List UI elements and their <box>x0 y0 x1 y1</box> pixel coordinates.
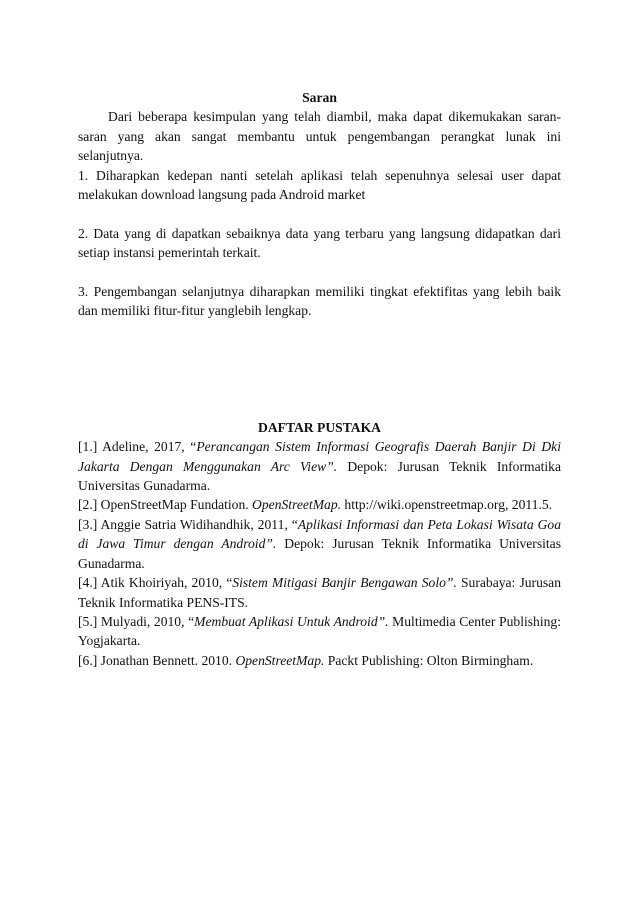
document-page <box>78 88 561 670</box>
saran-point-3: 3. Pengembangan selanjutnya diharapkan memiliki tingkat efektifitas yang lebih baik dan memiliki fitur-fitur yanglebih lengkap. <box>78 284 561 319</box>
saran-intro: Dari beberapa kesimpulan yang telah diambil, maka dapat dikemukakan saran-saran yang akan sangat membantu untuk pengembangan perangkat lunak ini selanjutnya. <box>78 109 561 164</box>
saran-heading: Saran <box>302 90 337 105</box>
saran-point-1: 1. Diharapkan kedepan nanti setelah aplikasi telah sepenuhnya selesai user dapat melakukan download langsung pada Android market <box>78 167 561 203</box>
reference-item-1: [1.] Adeline, 2017, “Perancangan Sistem Informasi Geografis Daerah Banjir Di Dki Jakarta Dengan Menggunakan Arc View”. Depok: Jurusan Teknik Informatika Universitas Gunadarma. <box>78 439 561 494</box>
reference-item-2: [2.] OpenStreetMap Fundation. OpenStreetMap. http://wiki.openstreetmap.org, 2011.5. <box>78 497 553 513</box>
reference-item-5: [5.] Mulyadi, 2010, “Membuat Aplikasi Untuk Android”. Multimedia Center Publishing: Yogjakarta. <box>78 613 561 649</box>
reference-item-6: [6.] Jonathan Bennett. 2010. OpenStreetMap. Packt Publishing: Olton Birmingham. <box>78 652 534 668</box>
reference-item-4: [4.] Atik Khoiriyah, 2010, “Sistem Mitigasi Banjir Bengawan Solo”. Surabaya: Jurusan Teknik Informatika PENS-ITS. <box>78 575 561 610</box>
daftar-pustaka-heading: DAFTAR PUSTAKA <box>258 419 381 435</box>
saran-point-2: 2. Data yang di dapatkan sebaiknya data yang terbaru yang langsung didapatkan dari setiap instansi pemerintah terkait. <box>78 225 561 261</box>
reference-item-3: [3.] Anggie Satria Widihandhik, 2011, “Aplikasi Informasi dan Peta Lokasi Wisata Goa di Jawa Timur dengan Android”. Depok: Jurusan Teknik Informatika Universitas Gunadarma. <box>78 516 561 571</box>
